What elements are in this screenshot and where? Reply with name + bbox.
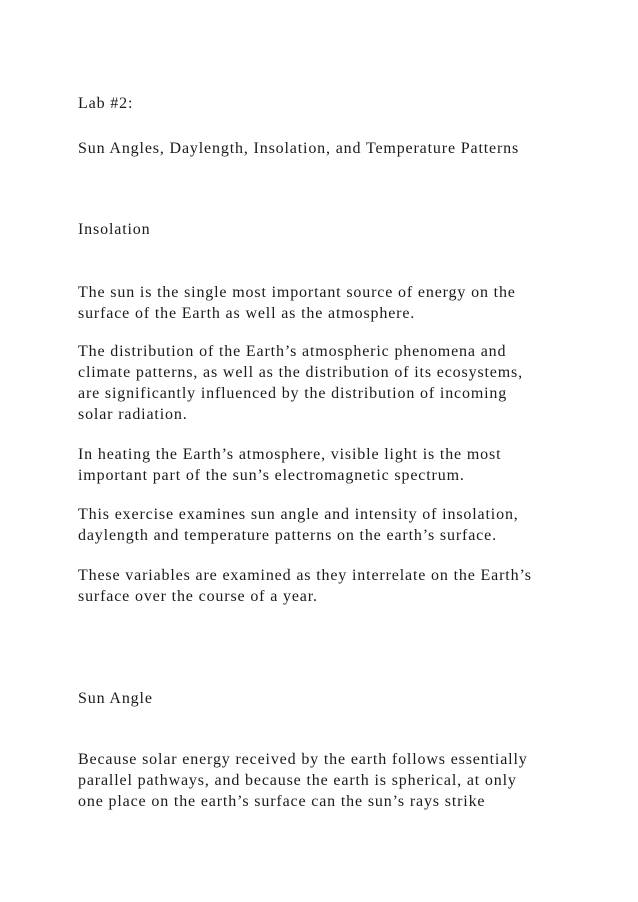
paragraph-line: The distribution of the Earth’s atmospheric phenomena and xyxy=(78,343,507,360)
paragraph-line: climate patterns, as well as the distribution of its ecosystems, xyxy=(78,364,523,381)
paragraph-line: are significantly influenced by the distribution of incoming xyxy=(78,385,508,402)
section-heading-sun-angle: Sun Angle xyxy=(78,690,153,707)
document-title: Sun Angles, Daylength, Insolation, and Temperature Patterns xyxy=(78,140,520,157)
paragraph-line: Because solar energy received by the earth follows essentially xyxy=(78,751,528,768)
paragraph-line: important part of the sun’s electromagnetic spectrum. xyxy=(78,467,465,484)
paragraph-line: This exercise examines sun angle and intensity of insolation, xyxy=(78,506,519,523)
paragraph-line: In heating the Earth’s atmosphere, visible light is the most xyxy=(78,446,502,463)
paragraph-line: surface of the Earth as well as the atmosphere. xyxy=(78,305,416,322)
paragraph-line: daylength and temperature patterns on the earth’s surface. xyxy=(78,527,497,544)
paragraph-line: solar radiation. xyxy=(78,406,188,423)
section-heading-insolation: Insolation xyxy=(78,221,151,238)
paragraph-line: parallel pathways, and because the earth is spherical, at only xyxy=(78,772,517,789)
paragraph-line: surface over the course of a year. xyxy=(78,588,318,605)
paragraph-line: These variables are examined as they interrelate on the Earth’s xyxy=(78,567,532,584)
paragraph-line: The sun is the single most important source of energy on the xyxy=(78,284,516,301)
paragraph-line: one place on the earth’s surface can the sun’s rays strike xyxy=(78,793,486,810)
lab-label: Lab #2: xyxy=(78,95,134,112)
